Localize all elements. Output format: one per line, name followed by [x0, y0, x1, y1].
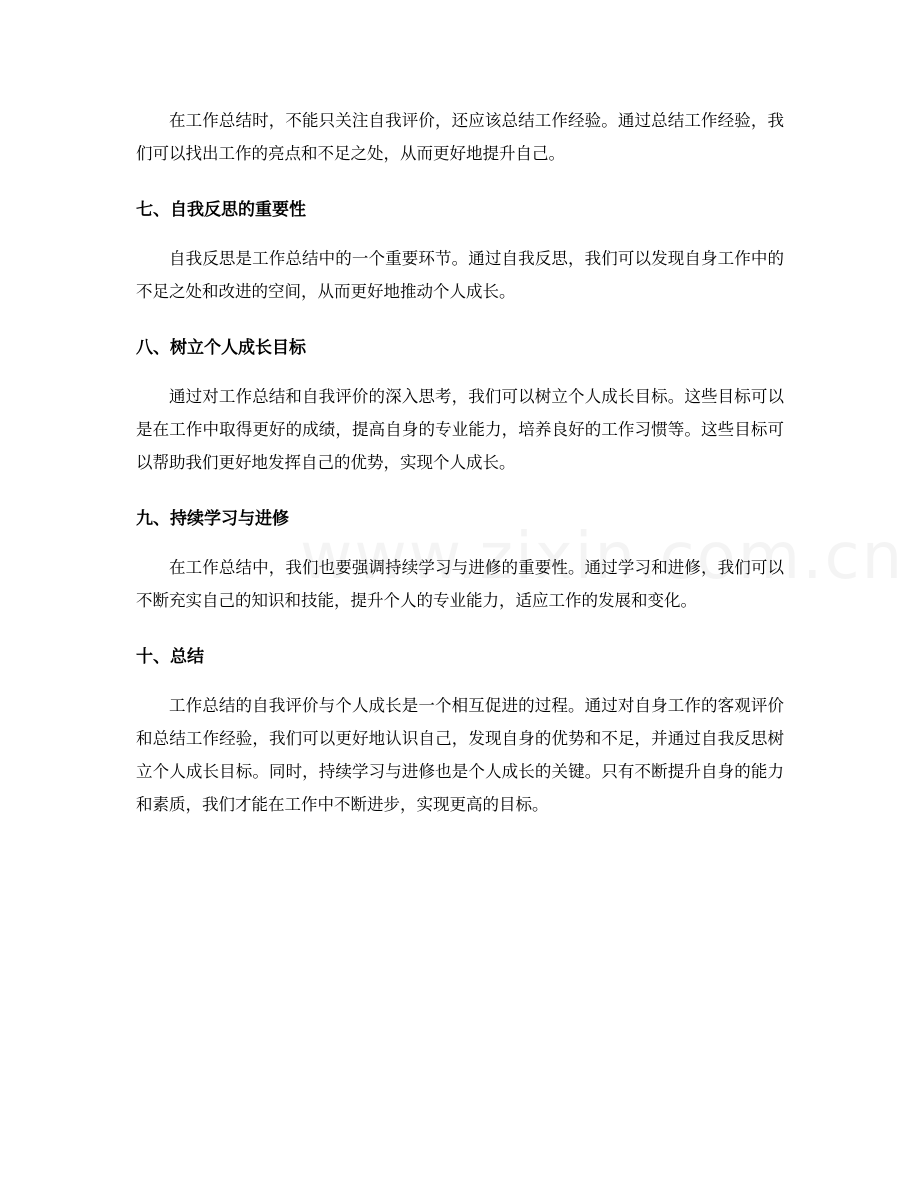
spacer	[136, 222, 784, 242]
section-heading-10: 十、总结	[136, 647, 204, 667]
section-paragraph-10: 工作总结的自我评价与个人成长是一个相互促进的过程。通过对自身工作的客观评价和总结工作经验，我们可以更好地认识自己，发现自身的优势和不足，并通过自我反思树立个人成长目标。同时，持续学习与进修也是个人成长的关键。只有不断提升自身的能力和素质，我们才能在工作中不断进步，实现更高的目标。	[136, 696, 784, 814]
spacer	[136, 669, 784, 689]
spacer	[136, 360, 784, 380]
section-heading-8: 八、树立个人成长目标	[136, 338, 306, 358]
section-paragraph-8: 通过对工作总结和自我评价的深入思考，我们可以树立个人成长目标。这些目标可以是在工作中取得更好的成绩，提高自身的专业能力，培养良好的工作习惯等。这些目标可以帮助我们更好地发挥自己的优势，实现个人成长。	[136, 387, 784, 472]
spacer	[136, 617, 784, 645]
intro-paragraph: 在工作总结时，不能只关注自我评价，还应该总结工作经验。通过总结工作经验，我们可以找出工作的亮点和不足之处，从而更好地提升自己。	[136, 111, 784, 163]
spacer	[136, 531, 784, 551]
spacer	[136, 479, 784, 507]
section-heading-7: 七、自我反思的重要性	[136, 200, 306, 220]
document-content	[136, 104, 784, 821]
section-paragraph-7: 自我反思是工作总结中的一个重要环节。通过自我反思，我们可以发现自身工作中的不足之处和改进的空间，从而更好地推动个人成长。	[136, 249, 784, 301]
spacer	[136, 170, 784, 198]
spacer	[136, 308, 784, 336]
section-paragraph-9: 在工作总结中，我们也要强调持续学习与进修的重要性。通过学习和进修，我们可以不断充实自己的知识和技能，提升个人的专业能力，适应工作的发展和变化。	[136, 558, 784, 610]
section-heading-9: 九、持续学习与进修	[136, 509, 289, 529]
